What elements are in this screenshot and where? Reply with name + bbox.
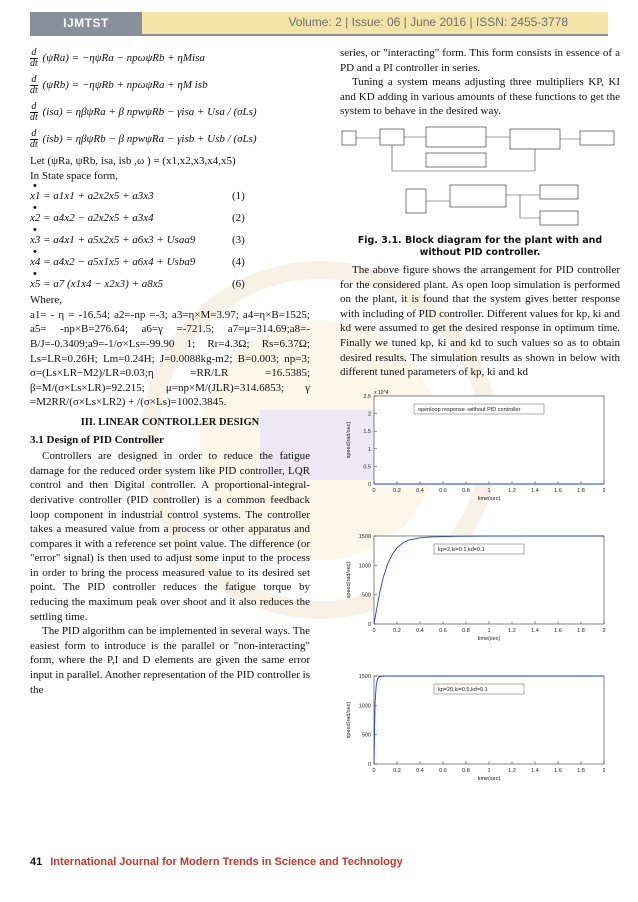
pid-block <box>426 127 486 147</box>
y-tick-label: 2 <box>367 411 371 418</box>
figure-caption: Fig. 3.1. Block diagram for the plant with and without PID controller. <box>357 234 603 258</box>
state-equation: • x4 = a4x2 − a5x1x5 + a6x4 + Usba9 (4) <box>30 246 245 269</box>
x-tick-label: 1.2 <box>508 767 516 774</box>
state-equation: • x2 = a4x2 − a2x2x5 + a3x4 (2) <box>30 202 245 225</box>
x-tick-label: 0.4 <box>416 627 424 634</box>
x-tick-label: 1.6 <box>554 487 562 494</box>
y-tick-label: 0.5 <box>363 464 371 471</box>
x-tick-label: 1.8 <box>577 767 585 774</box>
y-tick-label: 1 <box>367 446 371 453</box>
equation-psi-rb: $\frac{d}{dt}$ (ψRb) = −ηψRb + npωψRa + ηM isb <box>30 74 208 96</box>
x-tick-label: 0.6 <box>439 627 447 634</box>
legend-label: kp=20,ki=0.5,kd=0.1 <box>438 686 488 693</box>
equation-psi-ra: $\frac{d}{dt}$ (ψRa) = −ηψRa − npωψRb + ηMisa <box>30 47 205 69</box>
pid-response-chart-kp20 <box>340 666 620 786</box>
page-footer <box>30 856 608 870</box>
x-axis-label: time(sec) <box>477 635 501 642</box>
body-paragraph: The above figure shows the arrangement for PID controller for the considered plant. As open loop simulation is performed on the plant, it is found that the system gives better response with including of PID controller. Different values for kp, ki and kd were assumed to get the desired response in optimum time. Finally we tuned kp, ki and kd to such values so as to obtain desired results. The simulation results as shown in below with different tuned parameters of kp, ki and kd <box>340 263 620 379</box>
state-equation: • x1 = a1x1 + a2x2x5 + a3x3 (1) <box>30 180 245 203</box>
y-tick-label: 2.5 <box>363 393 371 400</box>
step-block <box>406 189 426 213</box>
transfer-fcn-block <box>426 153 486 167</box>
x-tick-label: 1 <box>487 627 491 634</box>
y-tick-label: 0 <box>367 621 371 628</box>
x-tick-label: 1.6 <box>554 627 562 634</box>
plant-block <box>510 129 560 149</box>
state-space-intro: In State space form, <box>30 169 118 182</box>
body-paragraph: series, or "interacting" form. This form consists in essence of a PD and a PI controller in series. <box>340 47 620 74</box>
where-label: Where, <box>30 294 63 307</box>
header-divider <box>30 34 608 36</box>
right-column <box>340 46 620 786</box>
x-tick-label: 1.8 <box>577 627 585 634</box>
y-tick-label: 0 <box>367 761 371 768</box>
y-tick-label: 1000 <box>358 703 371 710</box>
body-paragraph: The PID algorithm can be implemented in several ways. The easiest form to introduce is the parallel or "non-interacting" form, where the P,I and D elements are given the same error input in parallel. Another representation of the PID controller is the <box>30 625 310 696</box>
legend-label: kp=2,ki=0.1,kd=0.1 <box>438 546 485 553</box>
x-tick-label: 2 <box>602 627 606 634</box>
subsection-title: 3.1 Design of PID Controller <box>30 433 164 446</box>
openloop-response-chart <box>340 386 620 506</box>
volume-info: Volume: 2 | Issue: 06 | June 2016 | ISSN: 2455-3778 <box>288 15 568 29</box>
x-tick-label: 0.8 <box>462 627 470 634</box>
y-axis-label: speed(rad/sec) <box>346 421 352 459</box>
x-tick-label: 0.2 <box>393 487 401 494</box>
x-tick-label: 1.6 <box>554 767 562 774</box>
body-paragraph: Controllers are designed in order to reduce the fatigue damage for the reduced order system like PID controller, LQR control and then Digital controller. A proportional-integral-derivative controller (PID controller) is a common feedback loop component in industrial control systems. The controller takes a measured value from a process or other apparatus and compares it with a reference set point value. The difference (or "error" signal) is then used to adjust some input to the process in order to bring the process measured value to its desired set point. The PID controller reduces the fatigue torque by reducing the maximum peak over shoot and it also reduces the settling time. <box>30 450 310 623</box>
x-tick-label: 0 <box>372 767 376 774</box>
x-tick-label: 1.8 <box>577 487 585 494</box>
x-tick-label: 0.6 <box>439 767 447 774</box>
x-tick-label: 1 <box>487 767 491 774</box>
x-tick-label: 2 <box>602 767 606 774</box>
display-block <box>540 211 578 225</box>
x-axis-label: time(sec) <box>477 495 501 502</box>
y-tick-label: 500 <box>361 592 371 599</box>
x-tick-label: 0.2 <box>393 767 401 774</box>
journal-name: International Journal for Modern Trends in Science and Technology <box>50 856 403 868</box>
y-tick-label: 500 <box>361 732 371 739</box>
header-bar <box>142 12 608 34</box>
x-tick-label: 0 <box>372 627 376 634</box>
state-equation: • x5 = a7 (x1x4 − x2x3) + a8x5 (6) <box>30 268 245 291</box>
x-tick-label: 0.8 <box>462 767 470 774</box>
x-tick-label: 0.6 <box>439 487 447 494</box>
y-tick-label: 1.5 <box>363 428 371 435</box>
x-axis-label: time(sec) <box>477 775 501 782</box>
state-space-equations <box>30 180 310 293</box>
body-paragraph: Tuning a system means adjusting three multipliers KP, KI and KD adding in various amounts of these functions to get the system to behave in the desired way. <box>340 76 620 118</box>
journal-abbrev: IJMTST <box>30 12 142 34</box>
legend-label: openloop response -without PID controller <box>418 406 521 413</box>
x-tick-label: 1.4 <box>531 487 539 494</box>
x-tick-label: 2 <box>602 487 606 494</box>
x-tick-label: 1.2 <box>508 487 516 494</box>
y-tick-label: 1000 <box>358 563 371 570</box>
x-tick-label: 1 <box>487 487 491 494</box>
x-tick-label: 0.8 <box>462 487 470 494</box>
scope-block <box>540 185 578 199</box>
x-tick-label: 1.4 <box>531 627 539 634</box>
x-tick-label: 0.4 <box>416 487 424 494</box>
x-tick-label: 1.2 <box>508 627 516 634</box>
block-diagram-figure <box>340 125 620 231</box>
state-equation: • x3 = a4x1 + a5x2x5 + a6x3 + Usaa9 (3) <box>30 224 245 247</box>
page-header <box>0 12 638 34</box>
page-number: 41 <box>30 856 43 868</box>
y-axis-label: speed(rad/sec) <box>346 561 352 599</box>
scope-block <box>580 131 614 145</box>
y-tick-label: 1500 <box>358 673 371 680</box>
y-tick-label: 0 <box>367 481 371 488</box>
y-tick-label: 1500 <box>358 533 371 540</box>
left-column <box>30 46 310 697</box>
footer-text <box>30 856 403 868</box>
axis-multiplier: x 10^4 <box>374 389 389 396</box>
sum-block <box>380 129 404 145</box>
step-block <box>342 131 356 145</box>
plant-block <box>450 185 506 207</box>
x-tick-label: 0.4 <box>416 767 424 774</box>
variable-definition: Let (ψRa, ψRb, isa, isb ,ω ) = (x1,x2,x3,x4,x5) <box>30 155 236 167</box>
section-title: III. LINEAR CONTROLLER DESIGN <box>80 416 260 428</box>
equation-isa: $\frac{d}{dt}$ (isa) = ηβψRa + β npwψRb − γisa + Usa / (σLs) <box>30 101 257 123</box>
x-tick-label: 0 <box>372 487 376 494</box>
x-tick-label: 1.4 <box>531 767 539 774</box>
y-axis-label: speed(rad/sec) <box>346 701 352 739</box>
pid-response-chart-kp2 <box>340 526 620 646</box>
parameter-list: a1= - η = -16.54; a2=-np =-3; a3=η×M=3.97; a4=η×B=1525; a5= -np×B=276.64; a6=γ =-721.5; a7=μ=314.69;a8=-B/J=-0.3409;a9=-1/σ×Ls=-99.90 1; Rr=4.3Ω; Rs=6.37Ω; Ls=LR=0.26H; Lm=0.24H; J=0.0088kg-m2; B=0.003; np=3; σ=(Ls×LR−M2)/LR=0.03;η =RR/LR =16.5385; β=M/(σ×Ls×LR)=92.215; μ=np×M/(JLR)=314.6853; γ =M2RR/(σ×Ls×LR2) + /(σ×Ls)=1002.3845. <box>30 308 310 409</box>
equation-isb: $\frac{d}{dt}$ (isb) = ηβψRb − β npwψRa − γisb + Usb / (σLs) <box>30 128 257 150</box>
x-tick-label: 0.2 <box>393 627 401 634</box>
